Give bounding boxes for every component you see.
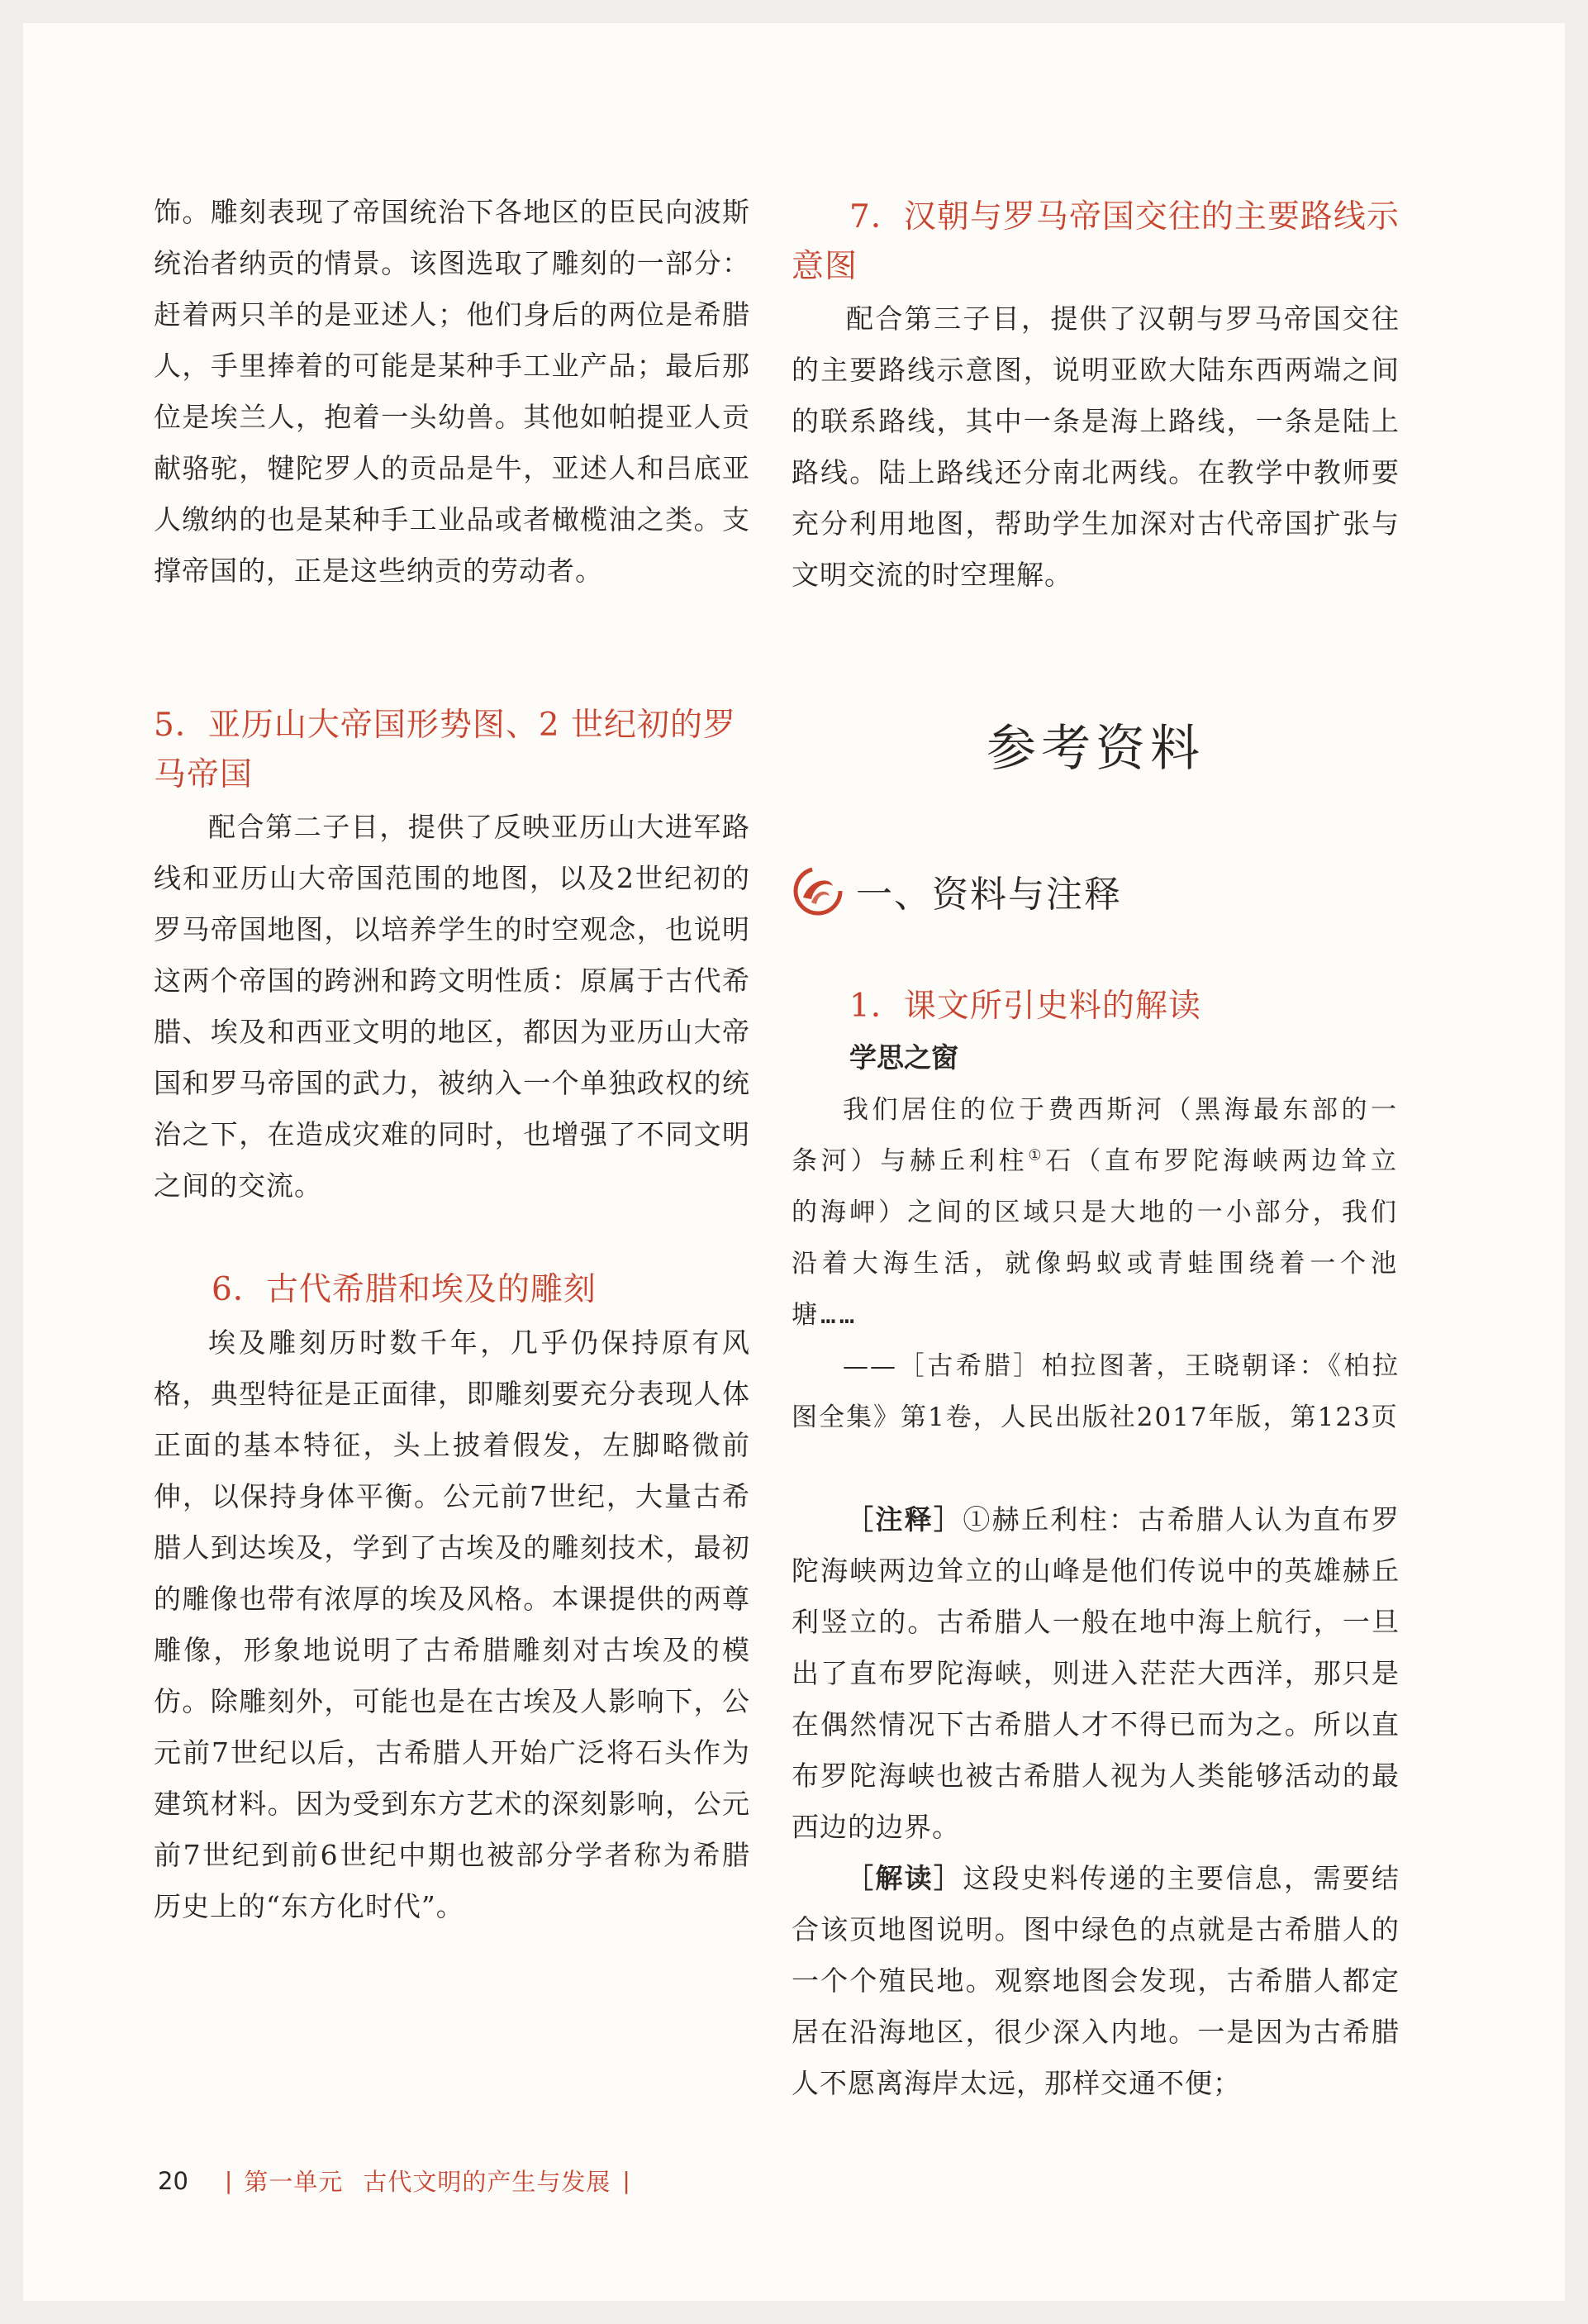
heading-6: 6．古代希腊和埃及的雕刻 [212,1271,597,1308]
footer-divider-end: | [622,2167,630,2194]
unit-label: 第一单元 [244,2168,344,2196]
footer-divider: | [224,2167,233,2194]
paragraph-5: 配合第二子目，提供了反映亚历山大进军路线和亚历山大帝国范围的地图，以及2世纪初的罗马帝国地图，以培养学生的时空观念，也说明这两个帝国的跨洲和跨文明性质：原属于古代希腊、埃及和西亚文明的地区，都因为亚历山大帝国和罗马帝国的武力，被纳入一个单独政权的统治之下，在造成灾难的同时，也增强了不同文明之间的交流。 [154,811,750,1202]
heading-7: 7．汉朝与罗马帝国交往的主要路线示意图 [792,198,1400,285]
intro-paragraph: 饰。雕刻表现了帝国统治下各地区的臣民向波斯统治者纳贡的情景。该图选取了雕刻的一部分：赶着两只羊的是亚述人；他们身后的两位是希腊人，手里捧着的可能是某种手工业产品；最后那位是埃兰人，抱着一头幼兽。其他如帕提亚人贡献骆驼，犍陀罗人的贡品是牛，亚述人和吕底亚人缴纳的也是某种手工业品或者橄榄油之类。支撑帝国的，正是这些纳贡的劳动者。 [154,196,750,587]
note-label: ［注释］ [846,1503,963,1536]
swirl-logo-icon [792,864,844,917]
note-text: ①赫丘利柱：古希腊人认为直布罗陀海峡两边耸立的山峰是他们传说中的英雄赫丘利竖立的。古希腊人一般在地中海上航行，一旦出了直布罗陀海峡，则进入茫茫大西洋，那只是在偶然情况下古希腊人才不得已而为之。所以直布罗陀海峡也被古希腊人视为人类能够活动的最西边的边界。 [792,1503,1400,1843]
section-label: 一、资料与注释 [856,874,1122,916]
page-number: 20 [158,2166,188,2195]
section-heading [792,862,1122,920]
textbook-page [23,23,1565,2301]
note-paragraph [792,1494,1400,1853]
citation: ——［古希腊］柏拉图著，王晓朝译：《柏拉图全集》第1卷，人民出版社2017年版，第123页 [792,1351,1400,1432]
reference-title: 参考资料 [987,720,1205,778]
page-footer [158,2164,642,2198]
interpretation-paragraph [792,1853,1400,2109]
quote-passage [792,1084,1400,1341]
paragraph-7: 配合第三子目，提供了汉朝与罗马帝国交往的主要路线示意图，说明亚欧大陆东西两端之间的联系路线，其中一条是海上路线，一条是陆上路线。陆上路线还分南北两线。在教学中教师要充分利用地图，帮助学生加深对古代帝国扩张与文明交流的时空理解。 [792,302,1400,591]
interpretation-label: ［解读］ [846,1862,963,1894]
paragraph-6: 埃及雕刻历时数千年，几乎仍保持原有风格，典型特征是正面律，即雕刻要充分表现人体正面的基本特征，头上披着假发，左脚略微前伸，以保持身体平衡。公元前7世纪，大量古希腊人到达埃及，学到了古埃及的雕刻技术，最初的雕像也带有浓厚的埃及风格。本课提供的两尊雕像，形象地说明了古希腊雕刻对古埃及的模仿。除雕刻外，可能也是在古埃及人影响下，公元前7世纪以后，古希腊人开始广泛将石头作为建筑材料。因为受到东方艺术的深刻影响，公元前7世纪到前6世纪中期也被部分学者称为希腊历史上的“东方化时代”。 [154,1326,750,1922]
heading-5: 5．亚历山大帝国形势图、2 世纪初的罗马帝国 [154,707,737,793]
interpretation-text: 这段史料传递的主要信息，需要结合该页地图说明。图中绿色的点就是古希腊人的一个个殖民地。观察地图会发现，古希腊人都定居在沿海地区，很少深入内地。一是因为古希腊人不愿离海岸太远，那样交通不便； [792,1862,1400,2099]
sub-heading: 学思之窗 [849,1041,958,1074]
quote-part-a: 我们居住的位于费西斯河（黑海最东部的一条河）与赫丘利柱 [792,1095,1400,1176]
quote-part-b: 石（直布罗陀海峡两边耸立的海岬）之间的区域只是大地的一小部分，我们沿着大海生活，就像蚂蚁或青蛙围绕着一个池塘…… [792,1146,1400,1330]
heading-1: 1．课文所引史料的解读 [849,988,1201,1025]
footnote-mark: ① [1028,1146,1046,1164]
unit-title: 古代文明的产生与发展 [363,2168,611,2196]
